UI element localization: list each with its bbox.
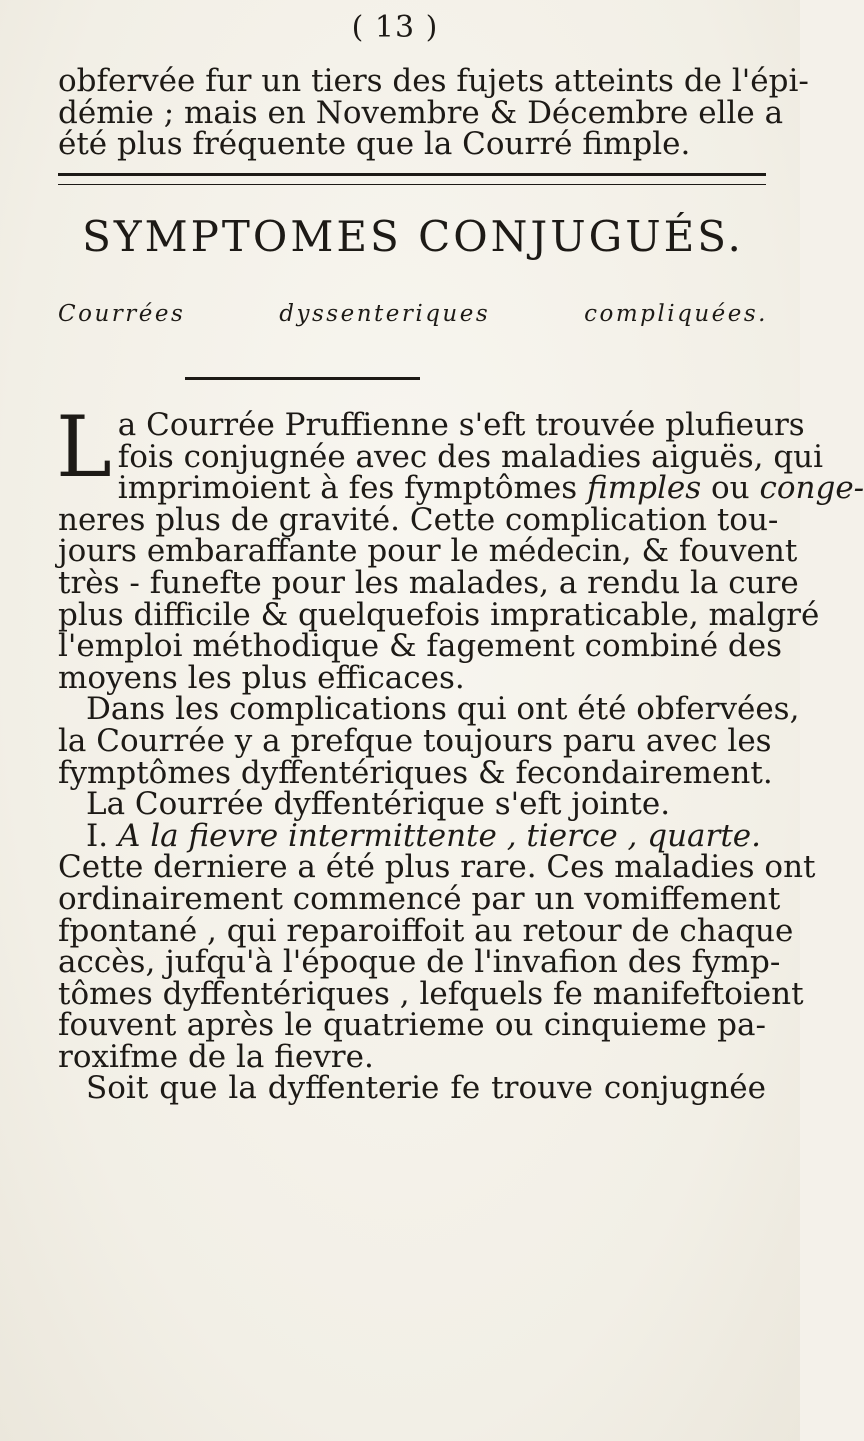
text-line: plus difficile & quelquefois impraticable, malgré [58,596,820,633]
text-line [58,817,766,854]
page-number: ( 13 ) [351,10,439,45]
item-heading: A la fievre intermittente , tierce , quarte. [117,817,761,854]
section-title: SYMPTOMES CONJUGUÉS. [82,212,744,261]
text-line: accès, jufqu'à l'époque de l'invafion des fymp- [58,944,781,981]
text-line: fouvent après le quatrieme ou cinquieme pa- [58,1007,766,1044]
section-subtitle: Courrées dyssenteriques compliquées. [58,301,768,327]
line-text: ou [711,470,750,507]
text-line: fymptômes dyffentériques & fecondairement. [58,754,773,791]
text-line: jours embaraffante pour le médecin, & fouvent [58,533,798,570]
divider-rule [185,377,420,380]
text-line: fois conjugnée avec des maladies aiguës, qui [117,438,824,475]
text-line: moyens les plus efficaces. [58,659,465,696]
text-line: La Courrée dyffentérique s'eft jointe. [86,786,671,823]
text-line: Cette derniere a été plus rare. Ces maladies ont [58,849,816,886]
text-line: obfervée fur un tiers des fujets atteints de l'épi- [58,63,809,99]
ornamental-rule [58,173,766,185]
text-line [58,407,805,443]
first-line-text: a Courrée Pruffienne s'eft trouvée plufieurs [117,407,805,443]
italic-word: conge- [759,470,864,507]
main-body [56,398,864,1107]
item-number: I. [86,817,109,854]
drop-cap: L [56,398,112,496]
text-line: la Courrée y a prefque toujours paru avec les [58,722,772,759]
italic-word: fimples [587,470,702,507]
text-line [58,470,864,507]
line-text: imprimoient à fes fymptômes [117,470,578,507]
text-line: démie ; mais en Novembre & Décembre elle a [58,94,784,131]
text-line: Dans les complications qui ont été obfervées, [86,691,800,728]
text-line: Soit que la dyffenterie fe trouve conjugnée [86,1070,766,1107]
text-line: très - funefte pour les malades, a rendu la cure [58,564,799,601]
text-line: neres plus de gravité. Cette complication tou- [58,501,779,538]
text-line: roxifme de la fievre. [58,1038,374,1075]
opening-paragraph [58,63,809,163]
text-line: ordinairement commencé par un vomiffement [58,880,781,917]
text-line: fpontané , qui reparoiffoit au retour de chaque [58,912,794,949]
text-line: été plus fréquente que la Courré fimple. [58,126,691,163]
text-line: tômes dyffentériques , lefquels fe manifeftoient [58,975,804,1012]
text-line: l'emploi méthodique & fagement combiné des [58,628,783,665]
